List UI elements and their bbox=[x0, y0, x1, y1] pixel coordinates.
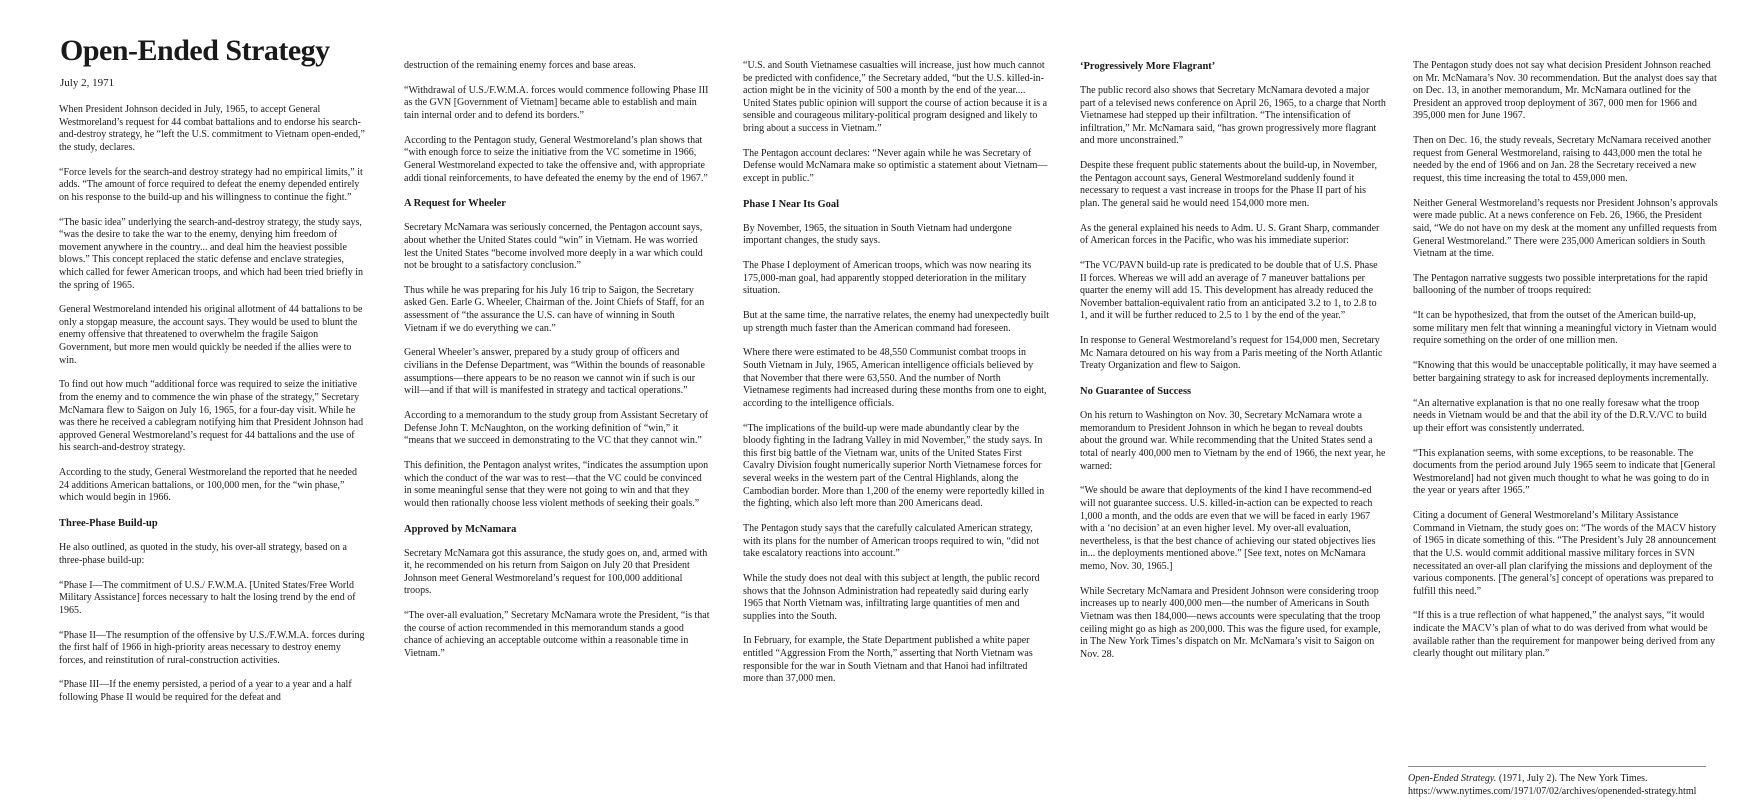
paragraph: “Knowing that this would be unacceptable politically, it may have seemed a better bargaining strategy to ask for increased deployments incrementally. bbox=[1413, 360, 1717, 384]
section-heading: Approved by McNamara bbox=[404, 523, 517, 535]
section-heading: Phase I Near Its Goal bbox=[743, 198, 840, 210]
section-heading: No Guarantee of Success bbox=[1080, 386, 1192, 398]
paragraph: Thus while he was preparing for his July 16 trip to Saigon, the Secretary asked Gen. Earle G. Wheeler, Chairman of the. Joint Chiefs of Staff, for an assessment of “the assurance the U.S. can have of winning in South Vietnam if we do everything we can.” bbox=[404, 284, 705, 334]
section-heading: A Request for Wheeler bbox=[404, 198, 506, 210]
paragraph: “The over-all evaluation,” Secretary McNamara wrote the President, “is that the course of action recommended in this memorandum stands a good chance of achieving an acceptable outcome within a reasonable time in Vietnam.” bbox=[404, 610, 710, 659]
paragraph: On his return to Washington on Nov. 30, Secretary McNamara wrote a memorandum to President Johnson in which he began to reveal doubts about the ground war. While recommending that the United States send a total of nearly 400,000 men to Vietnam by the end of 1966, the next year, he warned: bbox=[1080, 410, 1386, 472]
paragraph: Secretary McNamara got this assurance, the study goes on, and, armed with it, he recommended on his return from Saigon on July 20 that President Johnson meet General Westmoreland’s request for 100,000 additional troops. bbox=[404, 547, 708, 597]
paragraph: While the study does not deal with this subject at length, the public record shows that the Johnson Administration had repeatedly said during early 1965 that North Vietnam was, infiltrating large quantities of men and supplies into the South. bbox=[743, 572, 1040, 622]
paragraph: The Pentagon study says that the carefully calculated American strategy, with its plans for the number of American troops required to win, “did not take escalatory reactions into account.” bbox=[743, 522, 1040, 560]
paragraph: Where there were estimated to be 48,550 Communist combat troops in South Vietnam in July, 1965, American intelligence officials believed by that November that there were 63,550. And the number of North Vietnamese regiments had increased during these months from one to eight, according to the intelligence officials. bbox=[743, 347, 1047, 409]
article-column-5 bbox=[1413, 60, 1719, 673]
paragraph: The Phase I deployment of American troops, which was now nearing its 175,000-man goal, had apparently stopped deterioration in the military situation. bbox=[743, 260, 1032, 297]
paragraph: While Secretary McNamara and President Johnson were considering troop increases up to nearly 400,000 men—the number of Americans in South Vietnam was then 184,000—news accounts were speculating that the troop ceiling might go as high as 200,000. This was the figure used, for example, in The New York Times’s dispatch on Mr. McNamara’s visit to Saigon on Nov. 28. bbox=[1080, 585, 1381, 660]
paragraph: To find out how much “additional force was required to seize the initiative from the enemy and to commence the win phase of the strategy,” Secretary McNamara flew to Saigon on July 16, 1965, for a four-day visit. While he was there he received a cablegram notifying him that President Johnson had approved General Westmoreland’s request for 44 battalions and the use of his search-and-destroy strategy. bbox=[59, 379, 364, 454]
paragraph: The Pentagon narrative suggests two possible interpretations for the rapid ballooning of the number of troops required: bbox=[1413, 272, 1708, 297]
paragraph: “The implications of the build-up were made abundantly clear by the bloody fighting in the Iadrang Valley in mid November,” the study says. In this first big battle of the Vietnam war, units of the United States First Cavalry Division fought numerically superior North Vietnamese forces for several weeks in the western part of the Central Highlands, along the Cambodian border. More than 1,200 of the enemy were reportedly killed in the fighting, which also left more than 200 Americans dead. bbox=[743, 422, 1045, 510]
article-title: Open-Ended Strategy bbox=[60, 34, 330, 67]
paragraph: “The basic idea” underlying the search-and-destroy strategy, the study says, “was the desire to take the war to the enemy, denying him freedom of movement anywhere in the country... and deal him the heaviest possible blows.” This concept replaced the static defense and enclave strategies, which called for fewer American troops, and which had been tried briefly in the spring of 1965. bbox=[59, 216, 364, 291]
paragraph: “If this is a true reflection of what happened,” the analyst says, “it would indicate the MACV’s plan of what to do was derived from what would be available rather than the requirement for manpower being derived from any clearly thought out military plan.” bbox=[1413, 610, 1716, 660]
paragraph: “Force levels for the search-and destroy strategy had no empirical limits,” it adds. “The amount of force required to defeat the enemy depended entirely on his response to the build-up and his willingness to continue the fight.” bbox=[59, 166, 363, 203]
paragraph: But at the same time, the narrative relates, the enemy had unexpectedly built up strength much faster than the American command had foreseen. bbox=[743, 310, 1050, 334]
article-date: July 2, 1971 bbox=[60, 77, 115, 89]
article-column-1 bbox=[59, 104, 365, 717]
section-heading: ‘Progressively More Flagrant’ bbox=[1080, 61, 1216, 72]
citation bbox=[1408, 773, 1738, 798]
paragraph: Neither General Westmoreland’s requests nor President Johnson’s approvals were made public. At a news conference on Feb. 26, 1966, the President said, “We do not have on my desk at the moment any unfilled requests from General Westmoreland.” There were 235,000 American soldiers in South Vietnam at the time. bbox=[1413, 197, 1718, 260]
paragraph: The Pentagon account declares: “Never again while he was Secretary of Defense would McNamara make so optimistic a statement about Vietnam—except in public.” bbox=[743, 147, 1048, 184]
paragraph: “We should be aware that deployments of the kind I have recommend-ed will not guarantee success. U.S. killed-in-action can be expected to reach 1,000 a month, and the odds are even that we will be faced in early 1967 with a ‘no decision’ at an even higher level. My over-all evaluation, nevertheless, is that the best chance of achieving our stated objectives lies in... the deployments mentioned above.” [See text, notes on McNamara memo, Nov. 30, 1965.] bbox=[1080, 485, 1376, 572]
section-heading: Three-Phase Build-up bbox=[59, 518, 158, 530]
paragraph: “The VC/PAVN build-up rate is predicated to be double that of U.S. Phase II forces. Whereas we will add an average of 7 maneuver battalions per quarter the enemy will add 15. This development has already reduced the November battalion-equivalent ratio from an anticipated 3.2 to 1, to 2.8 to 1, and it will be further reduced to 2.5 to 1 by the end of the year.” bbox=[1080, 260, 1378, 322]
paragraph: This definition, the Pentagon analyst writes, “indicates the assumption upon which the conduct of the war was to rest—that the VC could be convinced in some meaningful sense that they were not going to win and that they would then rationally choose less violent methods of seeking their goals.” bbox=[404, 459, 709, 509]
paragraph: General Westmoreland intended his original allotment of 44 battalions to be only a stopgap measure, the account says. They would be used to blunt the enemy offensive that threatened to overwhelm the fragile Saigon Government, but more men would quickly be needed if the allies were to win. bbox=[59, 304, 363, 366]
paragraph: “U.S. and South Vietnamese casualties will increase, just how much cannot be predicted with confidence,” the Secretary added, “but the U.S. killed-in-action might be in the vicinity of 500 a month by the end of the year.... United States public opinion will support the course of action because it is a sensible and courageous military-political program designed and likely to bring about a success in Vietnam.” bbox=[743, 60, 1048, 134]
paragraph: According to the study, General Westmoreland the reported that he needed 24 additions American battalions, or 100,000 men, for the “win phase,” which would begin in 1966. bbox=[59, 467, 357, 504]
paragraph: “This explanation seems, with some exceptions, to be reasonable. The documents from the period around July 1965 seem to indicate that [General Westmoreland] had not given much thought to what he was going to do in the year or years after 1965.” bbox=[1413, 447, 1716, 497]
paragraph: In response to General Westmoreland’s request for 154,000 men, Secretary Mc Namara detoured on his way from a Paris meeting of the North Atlantic Treaty Organization and flew to Saigon. bbox=[1080, 335, 1383, 372]
paragraph: The public record also shows that Secretary McNamara devoted a major part of a televised news conference on April 26, 1965, to a charge that North Vietnamese had stepped up their infiltration. “The intensification of infiltration,” Mr. McNamara said, “has grown progressively more flagrant and more unconstrained.” bbox=[1080, 85, 1386, 147]
paragraph: He also outlined, as quoted in the study, his over-all strategy, based on a three-phase build-up: bbox=[59, 542, 347, 566]
paragraph: “It can be hypothesized, that from the outset of the American build-up, some military men felt that winning a meaningful victory in Vietnam would require something on the order of one million men. bbox=[1413, 310, 1717, 347]
paragraph: When President Johnson decided in July, 1965, to accept General Westmoreland’s request for 44 combat battalions and to endorse his search-and-destroy strategy, he “left the U.S. commitment to Vietnam open-ended,” the study, declares. bbox=[59, 104, 365, 153]
paragraph: General Wheeler’s answer, prepared by a study group of officers and civilians in the Defense Department, was “Within the bounds of reasonable assumptions—there appears to be no reason we cannot win if such is our will—and if that will is manifested in strategy and tactical operations.” bbox=[404, 347, 705, 397]
paragraph: “Phase III—If the enemy persisted, a period of a year to a year and a half following Phase II would be required for the defeat and bbox=[59, 679, 352, 704]
article-column-3 bbox=[743, 60, 1049, 698]
paragraph: The Pentagon study does not say what decision President Johnson reached on Mr. McNamara’s Nov. 30 recommendation. But the analyst does say that on Dec. 13, in another memorandum, Mr. McNamara outlined for the President an approved troop deployment of 367, 000 men for 1966 and 395,000 men for June 1967. bbox=[1413, 60, 1717, 122]
paragraph: Secretary McNamara was seriously concerned, the Pentagon account says, about whether the United States could “win” in Vietnam. He was worried lest the United States “become involved more deeply in a war which could not be brought to a satisfactory conclusion.” bbox=[404, 222, 703, 272]
citation-title: Open-Ended Strategy. bbox=[1408, 773, 1497, 784]
paragraph: By November, 1965, the situation in South Vietnam had undergone important changes, the study says. bbox=[743, 222, 1012, 247]
citation-url[interactable]: https://www.nytimes.com/1971/07/02/archives/openended-strategy.html bbox=[1408, 785, 1697, 797]
paragraph: According to the Pentagon study, General Westmoreland’s plan shows that “with enough force to seize the initiative from the VC sometime in 1966, General Westmoreland expected to take the offensive and, with appropriate addi tional reinforcements, to have defeated the enemy by the end of 1967.” bbox=[404, 134, 708, 184]
paragraph: “Withdrawal of U.S./F.W.M.A. forces would commence following Phase III as the GVN [Government of Vietnam] became able to establish and main tain internal order and to defend its borders.” bbox=[404, 84, 709, 121]
paragraph: In February, for example, the State Department published a white paper entitled “Aggression From the North,” asserting that North Vietnam was responsible for the war in South Vietnam and that Hanoi had infiltrated more than 37,000 men. bbox=[743, 635, 1033, 685]
paragraph: “Phase II—The resumption of the offensive by U.S./F.W.M.A. forces during the first half of 1966 in high-priority areas necessary to destroy enemy forces, and reinstitution of rural-construction activities. bbox=[59, 629, 365, 666]
paragraph: Despite these frequent public statements about the build-up, in November, the Pentagon account says, General Westmoreland suddenly found it necessary to request a vast increase in troops for the Phase II part of his plan. The general said he would need 154,000 more men. bbox=[1080, 160, 1378, 209]
paragraph: According to a memorandum to the study group from Assistant Secretary of Defense John T. McNaughton, on the working definition of “win,” it “means that we succeed in demonstrating to the VC that they cannot win.” bbox=[404, 410, 709, 447]
citation-divider bbox=[1408, 766, 1706, 767]
article-column-2 bbox=[404, 60, 710, 673]
paragraph: Citing a document of General Westmoreland’s Military Assistance Command in Vietnam, the study goes on: “The words of the MACV history of 1965 in dicate something of this. “The President’s July 28 announcement that the U.S. would commit additional massive military forces in SVN necessitated an over-all plan clarifying the missions and deployment of the various components. [The general’s] concept of operations was prepared to fulfill this need.” bbox=[1413, 510, 1717, 597]
citation-source: (1971, July 2). The New York Times. bbox=[1496, 773, 1648, 784]
article-column-4 bbox=[1080, 60, 1386, 673]
paragraph: As the general explained his needs to Adm. U. S. Grant Sharp, commander of American forces in the Pacific, who was his immediate superior: bbox=[1080, 222, 1380, 247]
paragraph: Then on Dec. 16, the study reveals, Secretary McNamara received another request from General Westmoreland, raising to 443,000 men the total he needed by the end of 1966 and on Jan. 28 the Secretary received a new request, this time increasing the total to 459,000 men. bbox=[1413, 135, 1711, 184]
paragraph: destruction of the remaining enemy forces and base areas. bbox=[404, 60, 636, 71]
paragraph: “An alternative explanation is that no one really foresaw what the troop needs in Vietnam would be and that the abil ity of the D.R.V./VC to build up their effort was consistently underrated. bbox=[1413, 397, 1707, 434]
paragraph: “Phase I—The commitment of U.S./ F.W.M.A. [United States/Free World Military Assistance] forces necessary to halt the losing trend by the end of 1965. bbox=[59, 579, 356, 616]
